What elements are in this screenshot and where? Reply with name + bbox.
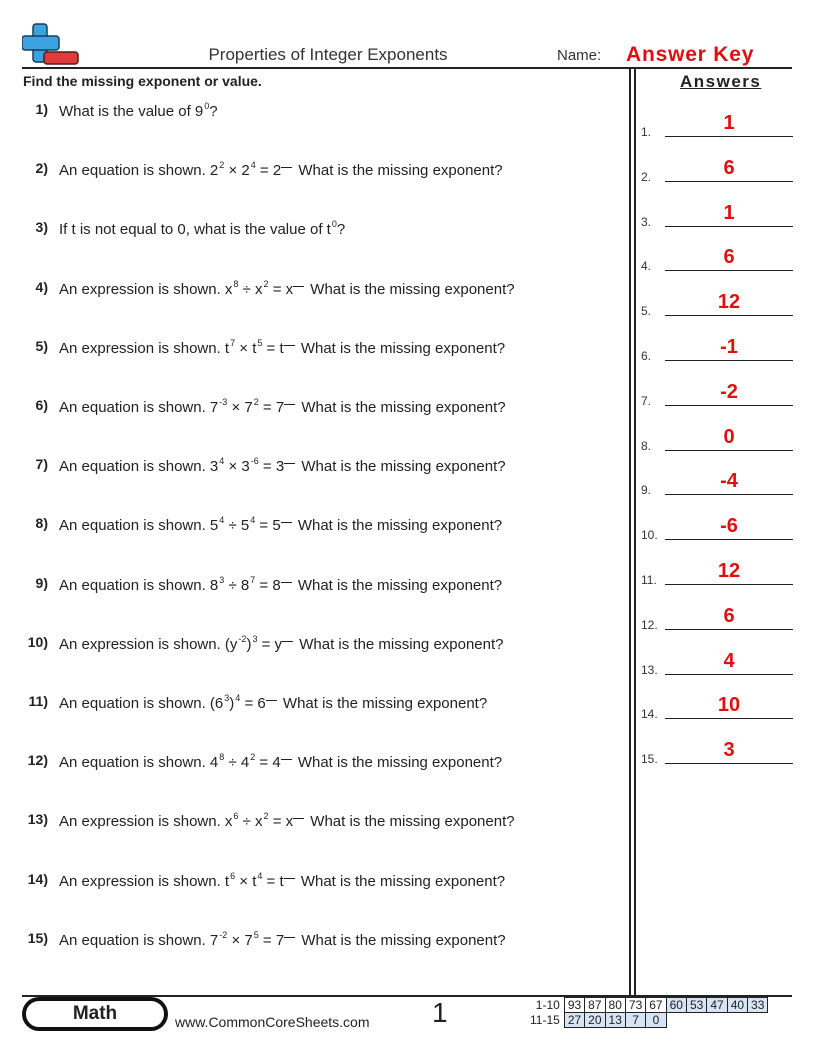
score-cell: 87 — [585, 998, 605, 1013]
question-item — [0, 751, 620, 777]
question-item — [0, 870, 620, 896]
question-text: An equation is shown. $3^4 \times 3^{-6} = 3$ What is the missing exponent? — [59, 456, 506, 476]
missing-exponent-blank — [266, 700, 277, 701]
score-cell: 40 — [727, 998, 747, 1013]
exponent: 7 — [250, 574, 256, 585]
question-item — [0, 810, 620, 836]
answer-item — [641, 514, 793, 542]
exponent: 4 — [257, 870, 263, 881]
question-number: 1) — [35, 101, 48, 117]
answer-number: 15. — [641, 752, 658, 767]
exponent: -2 — [238, 633, 247, 644]
exponent: 4 — [250, 160, 256, 171]
missing-exponent-blank — [281, 759, 292, 760]
exponent: 5 — [257, 337, 263, 348]
answer-value: 1 — [723, 201, 735, 224]
answer-number: 2. — [641, 169, 652, 184]
answer-line — [665, 405, 793, 406]
answer-value: -6 — [720, 515, 738, 538]
score-cell: 27 — [564, 1013, 584, 1028]
question-text: An equation is shown. $5^4 \div 5^4 = 5$ What is the missing exponent? — [59, 515, 503, 535]
missing-exponent-blank — [293, 818, 304, 819]
answers-heading: Answers — [680, 72, 762, 91]
question-number: 10) — [27, 633, 48, 650]
score-cell: 60 — [666, 998, 686, 1013]
exponent: 2 — [250, 752, 256, 763]
answer-number: 4. — [641, 259, 652, 274]
score-range: 11-15 — [530, 1013, 560, 1027]
missing-exponent-blank — [284, 404, 295, 405]
answer-number: 11. — [641, 573, 657, 587]
answer-line — [665, 181, 793, 182]
answer-line — [665, 494, 793, 495]
answer-line — [665, 584, 793, 585]
answer-value: 3 — [723, 739, 735, 762]
answer-item — [641, 649, 793, 677]
question-item — [0, 929, 620, 955]
question-item — [0, 455, 620, 481]
question-item — [0, 218, 620, 244]
question-item — [0, 633, 620, 659]
exponent: 2 — [263, 278, 269, 289]
answer-key-label: Answer Key — [626, 43, 755, 66]
question-number: 4) — [35, 278, 48, 295]
exponent: 5 — [253, 929, 259, 940]
exponent: 7 — [230, 337, 236, 348]
missing-exponent-blank — [282, 641, 293, 642]
score-table — [527, 997, 768, 1028]
name-label: Name: — [557, 47, 602, 64]
question-text: An equation is shown. $(6^3)^4 = 6$ What is the missing exponent? — [59, 693, 488, 712]
header-divider — [22, 67, 792, 69]
question-text: An expression is shown. $t^6 \times t^4 = t$ What is the missing exponent? — [59, 870, 506, 890]
answer-value: -1 — [720, 336, 738, 358]
exponent: -6 — [250, 456, 259, 467]
question-item — [0, 100, 620, 126]
question-number: 13) — [27, 811, 48, 828]
answer-number: 1. — [641, 125, 652, 139]
question-text: An equation is shown. $7^{-2} \times 7^5 = 7$ What is the missing exponent? — [59, 929, 506, 949]
answer-value: 12 — [717, 560, 741, 582]
question-number: 14) — [27, 870, 48, 887]
column-divider-right — [634, 68, 636, 996]
question-number: 5) — [35, 337, 48, 354]
question-item — [0, 396, 620, 422]
score-cell: 73 — [625, 998, 645, 1013]
answer-item — [641, 111, 793, 139]
answer-item — [641, 245, 793, 273]
answer-value: -4 — [720, 470, 738, 493]
answer-line — [665, 136, 793, 137]
score-cell: 33 — [748, 998, 768, 1013]
score-cell: 47 — [707, 998, 727, 1013]
answer-line — [665, 450, 793, 451]
exponent: 2 — [263, 811, 269, 822]
score-cell: 67 — [646, 998, 666, 1013]
answer-item — [641, 559, 793, 587]
exponent: 4 — [235, 693, 241, 703]
exponent: 6 — [233, 811, 239, 822]
question-text: An expression is shown. $(y^{-2})^3 = y$ What is the missing exponent? — [59, 633, 504, 653]
score-cell: 53 — [686, 998, 706, 1013]
answer-item — [641, 335, 793, 363]
answer-line — [665, 270, 793, 271]
answer-value: 12 — [717, 291, 741, 314]
question-text: An expression is shown. $x^6 \div x^2 = x$ What is the missing exponent? — [59, 811, 515, 831]
missing-exponent-blank — [284, 345, 295, 346]
score-row — [527, 1013, 768, 1028]
answer-item — [641, 290, 793, 318]
missing-exponent-blank — [284, 463, 295, 464]
answer-number: 8. — [641, 438, 652, 453]
exponent: 8 — [233, 278, 239, 289]
score-row — [527, 998, 768, 1013]
question-number: 7) — [35, 456, 48, 473]
answer-item — [641, 693, 793, 721]
question-item — [0, 574, 620, 600]
question-number: 3) — [35, 219, 48, 236]
answer-item — [641, 469, 793, 497]
question-text: An equation is shown. $2^2 \times 2^4 = 2$ What is the missing exponent? — [59, 160, 503, 180]
missing-exponent-blank — [281, 167, 292, 168]
answer-item — [641, 425, 793, 453]
exponent: 8 — [219, 752, 225, 763]
math-badge: Math — [24, 999, 166, 1029]
score-cell: 13 — [605, 1013, 625, 1028]
exponent: -3 — [219, 397, 228, 407]
answer-line — [665, 226, 793, 227]
answer-value: 10 — [717, 694, 741, 717]
exponent: 2 — [219, 160, 225, 171]
exponent: 0 — [204, 101, 210, 111]
question-text: An expression is shown. $x^8 \div x^2 = x$ What is the missing exponent? — [59, 278, 515, 298]
exponent: 4 — [219, 515, 225, 526]
exponent: 4 — [250, 515, 256, 526]
answer-value: 1 — [723, 112, 735, 134]
answer-item — [641, 201, 793, 229]
exponent: 2 — [253, 397, 259, 407]
answer-value: 4 — [723, 649, 735, 672]
question-text: An equation is shown. $7^{-3} \times 7^2 = 7$ What is the missing exponent? — [59, 397, 506, 416]
exponent: 6 — [230, 870, 236, 881]
answer-number: 3. — [641, 214, 652, 229]
question-item — [0, 514, 620, 540]
question-number: 6) — [35, 397, 48, 413]
missing-exponent-blank — [284, 937, 295, 938]
question-number: 8) — [35, 515, 48, 532]
answer-number: 13. — [641, 662, 658, 677]
question-text: An equation is shown. $8^3 \div 8^7 = 8$ What is the missing exponent? — [59, 574, 503, 594]
missing-exponent-blank — [281, 522, 292, 523]
question-number: 9) — [35, 574, 48, 591]
question-text: An equation is shown. $4^8 \div 4^2 = 4$ What is the missing exponent? — [59, 752, 503, 772]
question-item — [0, 159, 620, 185]
answer-number: 6. — [641, 349, 652, 363]
exponent: 3 — [252, 633, 258, 644]
answer-number: 5. — [641, 304, 652, 319]
question-text: What is the value of $9^0$? — [59, 101, 218, 120]
exponent: 0 — [331, 219, 337, 230]
answer-value: 0 — [723, 425, 735, 448]
answer-number: 14. — [641, 707, 658, 722]
exponent: 3 — [224, 693, 230, 703]
missing-exponent-blank — [284, 878, 295, 879]
missing-exponent-blank — [293, 286, 304, 287]
answer-number: 10. — [641, 528, 658, 543]
question-number: 12) — [27, 752, 48, 769]
score-range: 1-10 — [535, 998, 560, 1012]
answer-line — [665, 539, 793, 540]
answer-line — [665, 763, 793, 764]
answer-line — [665, 360, 793, 361]
missing-exponent-blank — [281, 582, 292, 583]
question-text: If t is not equal to 0, what is the value of $t^0$? — [59, 219, 346, 239]
exponent: 4 — [219, 456, 225, 467]
answer-value: 6 — [723, 604, 735, 627]
column-divider-left — [629, 68, 631, 996]
question-number: 11) — [28, 693, 48, 709]
website-url: www.CommonCoreSheets.com — [175, 1014, 370, 1030]
answer-value: 6 — [723, 156, 735, 179]
question-number: 15) — [27, 929, 48, 946]
answer-line — [665, 674, 793, 675]
answer-number: 9. — [641, 483, 652, 498]
answer-value: -2 — [720, 380, 738, 403]
score-cell: 93 — [564, 998, 584, 1013]
exponent: -2 — [219, 929, 228, 940]
score-cell: 20 — [585, 1013, 605, 1028]
question-item — [0, 278, 620, 304]
answer-item — [641, 604, 793, 632]
worksheet-title: Properties of Integer Exponents — [208, 45, 448, 64]
question-number: 2) — [35, 160, 48, 177]
answer-item — [641, 156, 793, 184]
page-number: 1 — [432, 997, 448, 1028]
answer-line — [665, 718, 793, 719]
answer-value: 6 — [723, 246, 735, 269]
answer-number: 12. — [641, 617, 658, 632]
exponent: 3 — [219, 574, 225, 585]
question-item — [0, 337, 620, 363]
score-cell: 80 — [605, 998, 625, 1013]
instructions: Find the missing exponent or value. — [23, 73, 262, 89]
answer-line — [665, 629, 793, 630]
question-text: An expression is shown. $t^7 \times t^5 = t$ What is the missing exponent? — [59, 337, 506, 357]
score-cell: 7 — [625, 1013, 645, 1028]
answer-number: 7. — [641, 393, 652, 408]
answer-line — [665, 315, 793, 316]
score-cell: 0 — [646, 1013, 666, 1028]
answer-item — [641, 738, 793, 766]
question-item — [0, 692, 620, 718]
answer-item — [641, 380, 793, 408]
